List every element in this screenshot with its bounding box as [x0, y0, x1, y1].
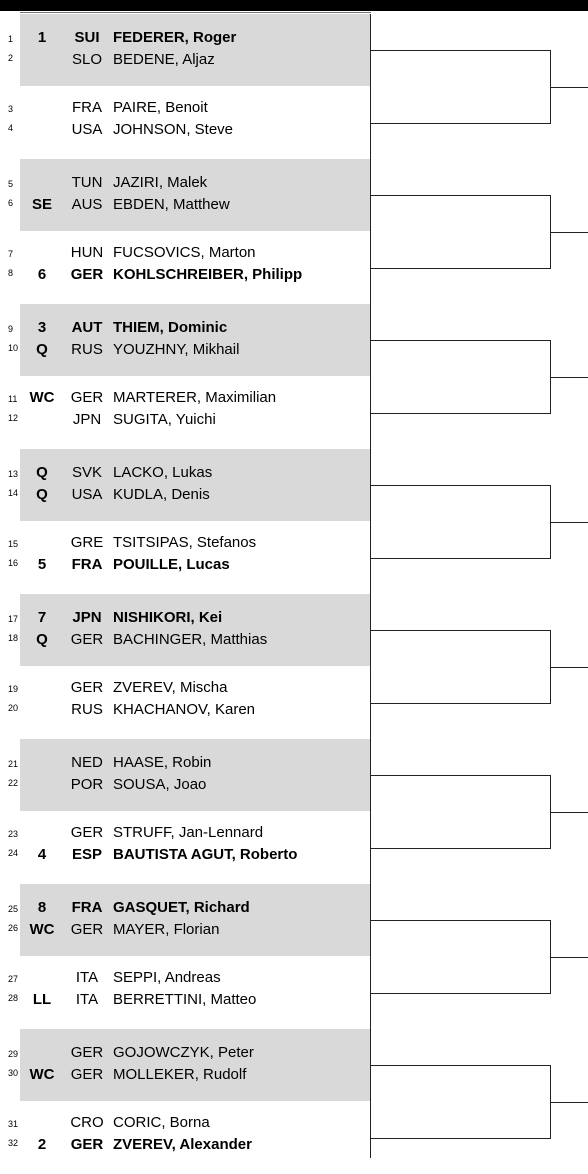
nationality-code: ESP	[71, 846, 102, 863]
player-name: BEDENE, Aljaz	[113, 51, 215, 68]
nationality-code: NED	[71, 754, 103, 771]
player-name: MARTERER, Maximilian	[113, 389, 277, 406]
bracket-line	[550, 87, 588, 88]
player-row[interactable]	[0, 98, 371, 119]
player-name: BERRETTINI, Matteo	[113, 991, 257, 1008]
player-name: CORIC, Borna	[113, 1114, 210, 1131]
player-name: KOHLSCHREIBER, Philipp	[113, 266, 303, 283]
nationality-code: GRE	[70, 534, 104, 551]
draw-position: 23	[8, 829, 19, 839]
player-name: STRUFF, Jan-Lennard	[113, 824, 264, 841]
player-name: JAZIRI, Malek	[113, 174, 208, 191]
player-name: ZVEREV, Mischa	[113, 679, 228, 696]
draw-position: 5	[8, 179, 14, 189]
player-name: LACKO, Lukas	[113, 464, 213, 481]
bracket-line	[371, 50, 550, 51]
match-block	[8, 667, 371, 739]
bracket-line	[371, 993, 550, 994]
player-name: POUILLE, Lucas	[113, 556, 230, 573]
nationality-code: GER	[70, 824, 104, 841]
match-block	[8, 884, 371, 956]
match-block	[8, 159, 371, 231]
seed-label: 1	[37, 29, 47, 46]
draw-position: 17	[8, 614, 19, 624]
bracket-line	[371, 195, 550, 196]
nationality-code: JPN	[72, 609, 102, 626]
player-row[interactable]	[0, 388, 371, 409]
bracket-line	[371, 123, 550, 124]
draw-position: 20	[8, 703, 19, 713]
bracket-line	[550, 957, 588, 958]
draw-position: 28	[8, 993, 19, 1003]
match-block	[8, 594, 371, 666]
player-name: SOUSA, Joao	[113, 776, 207, 793]
draw-position: 10	[8, 343, 19, 353]
player-name: KHACHANOV, Karen	[113, 701, 256, 718]
match-block	[8, 304, 371, 376]
nationality-code: POR	[70, 776, 104, 793]
match-block	[8, 377, 371, 449]
match-block	[8, 232, 371, 304]
player-row[interactable]	[0, 318, 371, 339]
player-row[interactable]	[0, 700, 371, 721]
draw-position: 7	[8, 249, 14, 259]
player-row[interactable]	[0, 120, 371, 141]
player-name: TSITSIPAS, Stefanos	[113, 534, 257, 551]
player-row[interactable]	[0, 173, 371, 194]
nationality-code: GER	[70, 631, 104, 648]
player-row[interactable]	[0, 1043, 371, 1064]
match-block	[8, 449, 371, 521]
nationality-code: ITA	[75, 991, 99, 1008]
player-row[interactable]	[0, 1113, 371, 1134]
player-row[interactable]	[0, 533, 371, 554]
seed-label: Q	[36, 341, 48, 358]
player-row[interactable]	[0, 555, 371, 576]
bracket-line	[550, 812, 588, 813]
player-row[interactable]	[0, 678, 371, 699]
bracket-line	[550, 232, 588, 233]
bracket-line	[371, 630, 550, 631]
draw-position: 1	[8, 34, 14, 44]
draw-position: 11	[8, 394, 18, 404]
nationality-code: FRA	[72, 99, 102, 116]
nationality-code: RUS	[71, 701, 103, 718]
bracket-line	[371, 920, 550, 921]
draw-position: 22	[8, 778, 19, 788]
seed-label: 8	[37, 899, 47, 916]
nationality-code: CRO	[70, 1114, 104, 1131]
draw-position: 8	[8, 268, 14, 278]
nationality-code: ITA	[75, 969, 99, 986]
match-block	[8, 87, 371, 159]
seed-label: 5	[37, 556, 47, 573]
bracket-line	[371, 703, 550, 704]
match-block	[8, 812, 371, 884]
draw-position: 14	[8, 488, 19, 498]
top-bar	[0, 0, 588, 11]
nationality-code: GER	[70, 266, 104, 283]
draw-position: 15	[8, 539, 19, 549]
player-name: MAYER, Florian	[113, 921, 220, 938]
nationality-code: JPN	[72, 411, 102, 428]
player-row[interactable]	[0, 28, 371, 49]
player-row[interactable]	[0, 243, 371, 264]
player-name: ZVEREV, Alexander	[113, 1136, 252, 1153]
bracket-line	[371, 848, 550, 849]
nationality-code: GER	[70, 1044, 104, 1061]
player-name: YOUZHNY, Mikhail	[113, 341, 240, 358]
seed-label: 6	[37, 266, 47, 283]
draw-position: 24	[8, 848, 19, 858]
player-row[interactable]	[0, 463, 371, 484]
player-name: MOLLEKER, Rudolf	[113, 1066, 247, 1083]
nationality-code: HUN	[70, 244, 104, 261]
player-row[interactable]	[0, 608, 371, 629]
draw-position: 4	[8, 123, 14, 133]
draw-position: 2	[8, 53, 14, 63]
draw-position: 26	[8, 923, 19, 933]
player-name: EBDEN, Matthew	[113, 196, 230, 213]
player-row[interactable]	[0, 630, 371, 651]
seed-label: Q	[36, 631, 48, 648]
player-row[interactable]	[0, 195, 371, 216]
nationality-code: USA	[71, 486, 103, 503]
nationality-code: SUI	[74, 29, 100, 46]
bracket-line	[550, 1102, 588, 1103]
nationality-code: RUS	[71, 341, 103, 358]
player-row[interactable]	[0, 823, 371, 844]
draw-position: 25	[8, 904, 19, 914]
draw-position: 27	[8, 974, 19, 984]
match-block	[8, 14, 371, 86]
draw-position: 9	[8, 324, 14, 334]
match-block	[8, 1102, 371, 1174]
match-block	[8, 522, 371, 594]
player-name: JOHNSON, Steve	[113, 121, 234, 138]
nationality-code: SVK	[71, 464, 102, 481]
bracket-line	[371, 485, 550, 486]
draw-position: 18	[8, 633, 19, 643]
nationality-code: GER	[70, 679, 104, 696]
nationality-code: TUN	[71, 174, 103, 191]
player-row[interactable]	[0, 775, 371, 796]
seed-label: WC	[29, 389, 55, 406]
player-name: GASQUET, Richard	[113, 899, 250, 916]
bracket-line	[371, 1138, 550, 1139]
player-name: KUDLA, Denis	[113, 486, 210, 503]
seed-label: 7	[37, 609, 47, 626]
bracket-line	[371, 340, 550, 341]
seed-label: 4	[37, 846, 47, 863]
seed-label: 3	[37, 319, 47, 336]
nationality-code: GER	[70, 1066, 104, 1083]
nationality-code: AUS	[71, 196, 103, 213]
bracket-line	[371, 558, 550, 559]
player-row[interactable]	[0, 340, 371, 361]
match-block	[8, 957, 371, 1029]
player-name: PAIRE, Benoit	[113, 99, 208, 116]
draw-position: 21	[8, 759, 19, 769]
column-rule	[370, 14, 371, 1158]
draw-position: 16	[8, 558, 19, 568]
draw-position: 13	[8, 469, 19, 479]
draw-position: 32	[8, 1138, 19, 1148]
player-row[interactable]	[0, 265, 371, 286]
bracket-line	[550, 377, 588, 378]
nationality-code: USA	[71, 121, 103, 138]
seed-label: WC	[29, 921, 55, 938]
nationality-code: GER	[70, 921, 104, 938]
player-row[interactable]	[0, 50, 371, 71]
nationality-code: GER	[70, 1136, 104, 1153]
player-row[interactable]	[0, 968, 371, 989]
bracket-line	[550, 667, 588, 668]
player-row[interactable]	[0, 990, 371, 1011]
player-row[interactable]	[0, 920, 371, 941]
draw-position: 30	[8, 1068, 19, 1078]
seed-label: Q	[36, 464, 48, 481]
player-name: FEDERER, Roger	[113, 29, 237, 46]
draw-bracket	[8, 14, 588, 1158]
match-block	[8, 1029, 371, 1101]
seed-label: 2	[37, 1136, 47, 1153]
player-name: BACHINGER, Matthias	[113, 631, 268, 648]
player-row[interactable]	[0, 485, 371, 506]
player-name: GOJOWCZYK, Peter	[113, 1044, 254, 1061]
player-name: FUCSOVICS, Marton	[113, 244, 256, 261]
draw-position: 19	[8, 684, 19, 694]
nationality-code: GER	[70, 389, 104, 406]
bracket-line	[550, 522, 588, 523]
player-row[interactable]	[0, 898, 371, 919]
nationality-code: AUT	[71, 319, 103, 336]
seed-label: WC	[29, 1066, 55, 1083]
player-name: HAASE, Robin	[113, 754, 212, 771]
draw-position: 29	[8, 1049, 19, 1059]
player-name: SEPPI, Andreas	[113, 969, 221, 986]
player-row[interactable]	[0, 845, 371, 866]
match-block	[8, 739, 371, 811]
seed-label: LL	[32, 991, 52, 1008]
bracket-line	[371, 413, 550, 414]
nationality-code: SLO	[71, 51, 102, 68]
bracket-line	[371, 775, 550, 776]
draw-position: 31	[8, 1119, 19, 1129]
player-name: THIEM, Dominic	[113, 319, 228, 336]
player-name: SUGITA, Yuichi	[113, 411, 216, 428]
seed-label: SE	[31, 196, 52, 213]
draw-position: 3	[8, 104, 14, 114]
draw-position: 6	[8, 198, 14, 208]
nationality-code: FRA	[71, 556, 103, 573]
player-row[interactable]	[0, 410, 371, 431]
player-name: BAUTISTA AGUT, Roberto	[113, 846, 298, 863]
top-rule	[20, 12, 371, 13]
bracket-line	[371, 268, 550, 269]
player-row[interactable]	[0, 1065, 371, 1086]
seed-label: Q	[36, 486, 48, 503]
player-row[interactable]	[0, 753, 371, 774]
player-row[interactable]	[0, 1135, 371, 1156]
player-name: NISHIKORI, Kei	[113, 609, 223, 626]
nationality-code: FRA	[71, 899, 103, 916]
bracket-line	[371, 1065, 550, 1066]
draw-position: 12	[8, 413, 19, 423]
